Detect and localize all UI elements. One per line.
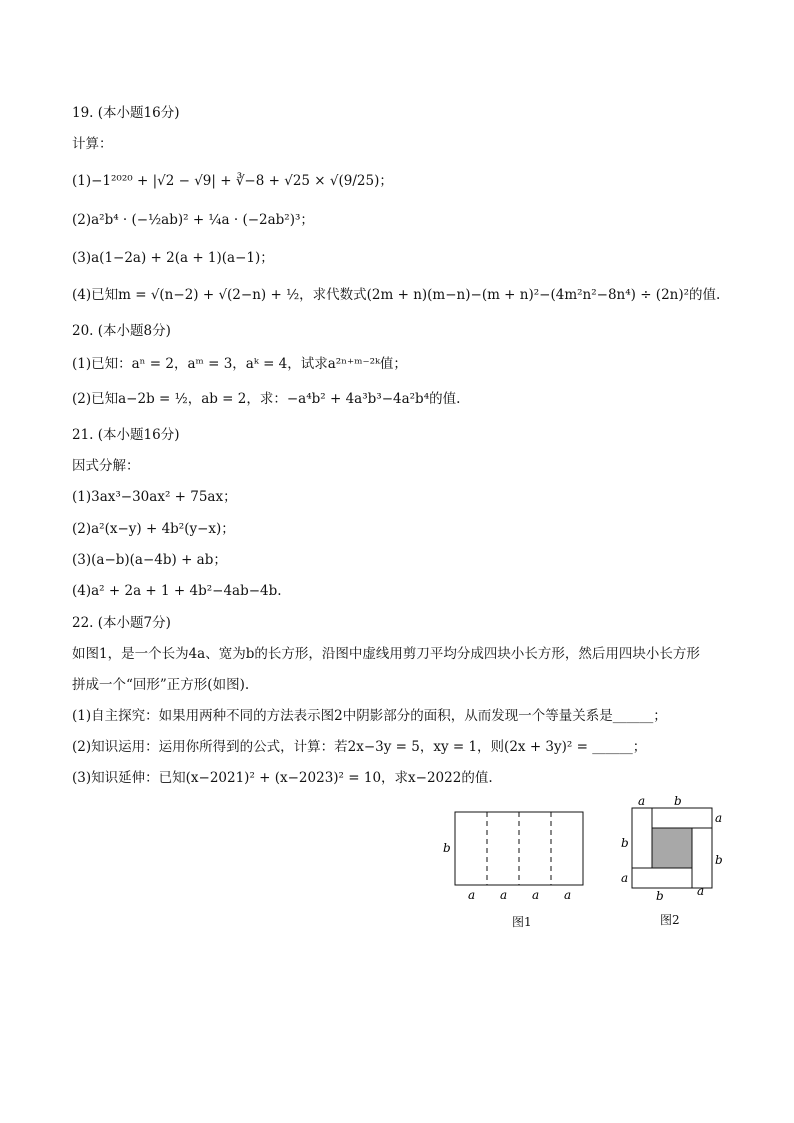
figure2-label-right-b: b xyxy=(715,853,723,867)
figure2-label-right-a: a xyxy=(715,811,723,825)
q21-part3: (3)(a−b)(a−4b) + ab； xyxy=(72,552,227,568)
figure2-label-top-b: b xyxy=(674,794,682,808)
q22-part1: (1)自主探究：如果用两种不同的方法表示图2中阴影部分的面积，从而发现一个等量关系是______； xyxy=(72,708,667,724)
q19-part2: (2)a²b⁴ · (−½ab)² + ¼a · (−2ab²)³； xyxy=(72,212,314,228)
q19-part3: (3)a(1−2a) + 2(a + 1)(a−1)； xyxy=(72,250,274,266)
q19-part4: (4)已知m = √(n−2) + √(2−n) + ½，求代数式(2m + n)(m−n)−(m + n)²−(4m²n²−8n⁴) ÷ (2n)²的值. xyxy=(72,287,721,303)
q21-part2: (2)a²(x−y) + 4b²(y−x)； xyxy=(72,521,235,537)
figure2-label-left-a: a xyxy=(621,871,629,885)
q19-part1: (1)−1²⁰²⁰ + |√2 − √9| + ∛−8 + √25 × √(9/25)； xyxy=(72,173,393,189)
figure2-top-rect xyxy=(652,808,712,828)
figure1-label-a3: a xyxy=(532,888,540,902)
figure2-label-left-b: b xyxy=(621,836,629,850)
figure1-diagram xyxy=(436,808,596,904)
figure1-label-b: b xyxy=(443,841,451,855)
q20-part1: (1)已知：aⁿ = 2，aᵐ = 3，aᵏ = 4，试求a²ⁿ⁺ᵐ⁻²ᵏ值； xyxy=(72,356,407,372)
figure2-right-rect xyxy=(692,828,712,888)
q22-part3: (3)知识延伸：已知(x−2021)² + (x−2023)² = 10，求x−2022的值. xyxy=(72,770,493,786)
figure1-caption: 图1 xyxy=(512,915,532,929)
q22-part2: (2)知识运用：运用你所得到的公式，计算：若2x−3y = 5，xy = 1，则(2x + 3y)² = ______； xyxy=(72,739,647,755)
q21-header: 21. (本小题16分) xyxy=(72,427,180,443)
figure1-label-a1: a xyxy=(468,888,476,902)
figure2-left-rect xyxy=(632,808,652,868)
q20-part2: (2)已知a−2b = ½，ab = 2，求：−a⁴b² + 4a³b³−4a²b⁴的值. xyxy=(72,391,461,407)
figure2-label-bottom-b: b xyxy=(656,889,664,903)
q22-header: 22. (本小题7分) xyxy=(72,615,171,631)
q19-intro: 计算： xyxy=(72,136,113,152)
q22-intro-line2: 拼成一个“回形”正方形(如图). xyxy=(72,677,250,693)
figure2-diagram xyxy=(618,792,726,904)
q20-header: 20. (本小题8分) xyxy=(72,323,171,339)
q21-part4: (4)a² + 2a + 1 + 4b²−4ab−4b. xyxy=(72,583,282,599)
figure1-label-a2: a xyxy=(500,888,508,902)
figure2-shaded-square xyxy=(652,828,692,868)
figure2-bottom-rect xyxy=(632,868,692,888)
figure2-label-top-a: a xyxy=(638,794,646,808)
figure2-label-bottom-a: a xyxy=(697,884,705,898)
figure1-label-a4: a xyxy=(564,888,572,902)
q22-intro-line1: 如图1，是一个长为4a、宽为b的长方形，沿图中虚线用剪刀平均分成四块小长方形，然后用四块小长方形 xyxy=(72,646,700,662)
q21-part1: (1)3ax³−30ax² + 75ax； xyxy=(72,489,237,505)
figure2-caption: 图2 xyxy=(660,913,680,927)
q21-intro: 因式分解： xyxy=(72,458,140,474)
q19-header: 19. (本小题16分) xyxy=(72,105,180,121)
